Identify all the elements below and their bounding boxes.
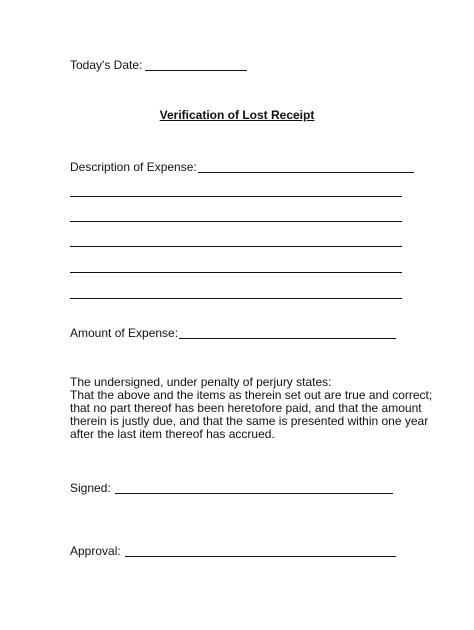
- date-field[interactable]: [145, 58, 247, 71]
- description-line-5[interactable]: [70, 298, 402, 299]
- description-line-4[interactable]: [70, 272, 402, 273]
- signature-field[interactable]: [115, 481, 393, 494]
- amount-field[interactable]: [179, 326, 396, 339]
- description-line-2[interactable]: [70, 221, 402, 222]
- description-field[interactable]: [198, 160, 414, 173]
- statement-line: after the last item thereof has accrued.: [70, 427, 275, 441]
- description-label: Description of Expense:: [70, 160, 197, 174]
- date-row: [70, 56, 247, 72]
- description-row: [70, 158, 414, 174]
- statement-line: therein is justly due, and that the same is presented within one year: [70, 414, 429, 428]
- statement-line: That the above and the items as therein set out are true and correct;: [70, 388, 433, 402]
- amount-row: [70, 324, 396, 340]
- approval-field[interactable]: [125, 544, 396, 557]
- signed-label: Signed:: [70, 481, 111, 495]
- statement-line: that no part thereof has been heretofore paid, and that the amount: [70, 401, 422, 415]
- form-title: Verification of Lost Receipt: [159, 108, 315, 122]
- description-line-1[interactable]: [70, 196, 402, 197]
- approval-label: Approval:: [70, 544, 121, 558]
- description-line-3[interactable]: [70, 246, 402, 247]
- statement-line: The undersigned, under penalty of perjury states:: [70, 375, 332, 389]
- amount-label: Amount of Expense:: [70, 326, 179, 340]
- approval-row: [70, 542, 396, 558]
- signed-row: [70, 479, 393, 495]
- date-label: Today's Date:: [70, 58, 143, 72]
- perjury-statement: [70, 375, 433, 441]
